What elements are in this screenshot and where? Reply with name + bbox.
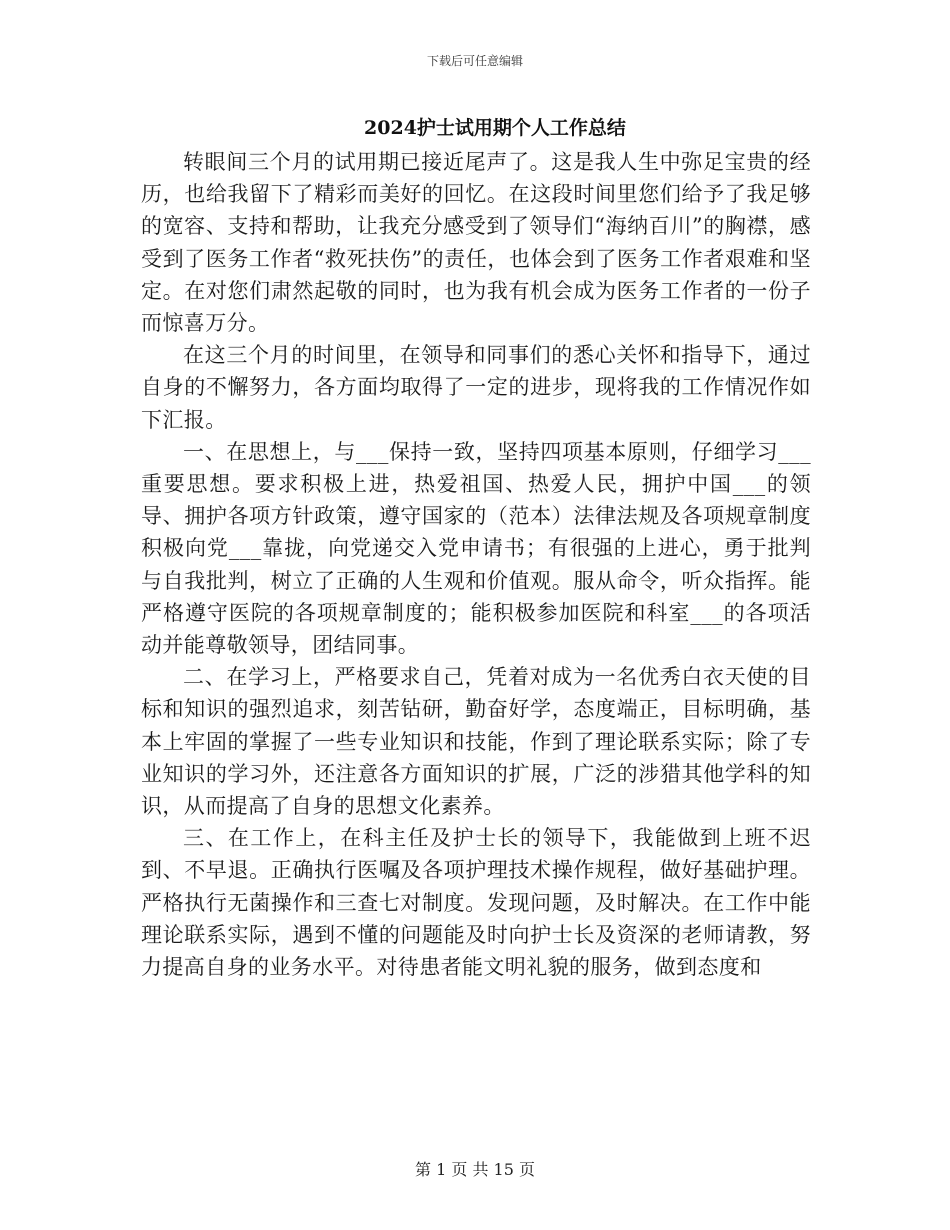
header-note: 下载后可任意编辑: [426, 54, 523, 68]
paragraph: 三、在工作上，在科主任及护士长的领导下，我能做到上班不迟到、不早退。正确执行医嘱及各项护理技术操作规程，做好基础护理。严格执行无菌操作和三查七对制度。发现问题，及时解决。在工作中能理论联系实际，遇到不懂的问题能及时向护士长及资深的老师请教，努力提高自身的业务水平。对待患者能文明礼貌的服务，做到态度和: [141, 826, 811, 980]
page-number: 第 1 页 共 15 页: [415, 1160, 535, 1179]
paragraph: 二、在学习上，严格要求自己，凭着对成为一名优秀白衣天使的目标和知识的强烈追求，刻苦钻研，勤奋好学，态度端正，目标明确，基本上牢固的掌握了一些专业知识和技能，作到了理论联系实际；除了专业知识的学习外，还注意各方面知识的扩展，广泛的涉猎其他学科的知识，从而提高了自身的思想文化素养。: [141, 665, 811, 819]
document-title: 2024护士试用期个人工作总结: [364, 117, 626, 139]
document-body: [141, 146, 811, 983]
paragraph: 一、在思想上，与___保持一致，坚持四项基本原则，仔细学习___重要思想。要求积极上进，热爱祖国、热爱人民，拥护中国___的领导、拥护各项方针政策，遵守国家的（范本）法律法规及各项规章制度积极向党___靠拢，向党递交入党申请书；有很强的上进心，勇于批判与自我批判，树立了正确的人生观和价值观。服从命令，听众指挥。能严格遵守医院的各项规章制度的；能积极参加医院和科室___的各项活动并能尊敬领导，团结同事。: [141, 439, 811, 658]
paragraph: 在这三个月的时间里，在领导和同事们的悉心关怀和指导下，通过自身的不懈努力，各方面均取得了一定的进步，现将我的工作情况作如下汇报。: [141, 343, 811, 432]
paragraph: 转眼间三个月的试用期已接近尾声了。这是我人生中弥足宝贵的经历，也给我留下了精彩而美好的回忆。在这段时间里您们给予了我足够的宽容、支持和帮助，让我充分感受到了领导们“海纳百川”的胸襟，感受到了医务工作者“救死扶伤”的责任，也体会到了医务工作者艰难和坚定。在对您们肃然起敬的同时，也为我有机会成为医务工作者的一份子而惊喜万分。: [141, 150, 811, 336]
